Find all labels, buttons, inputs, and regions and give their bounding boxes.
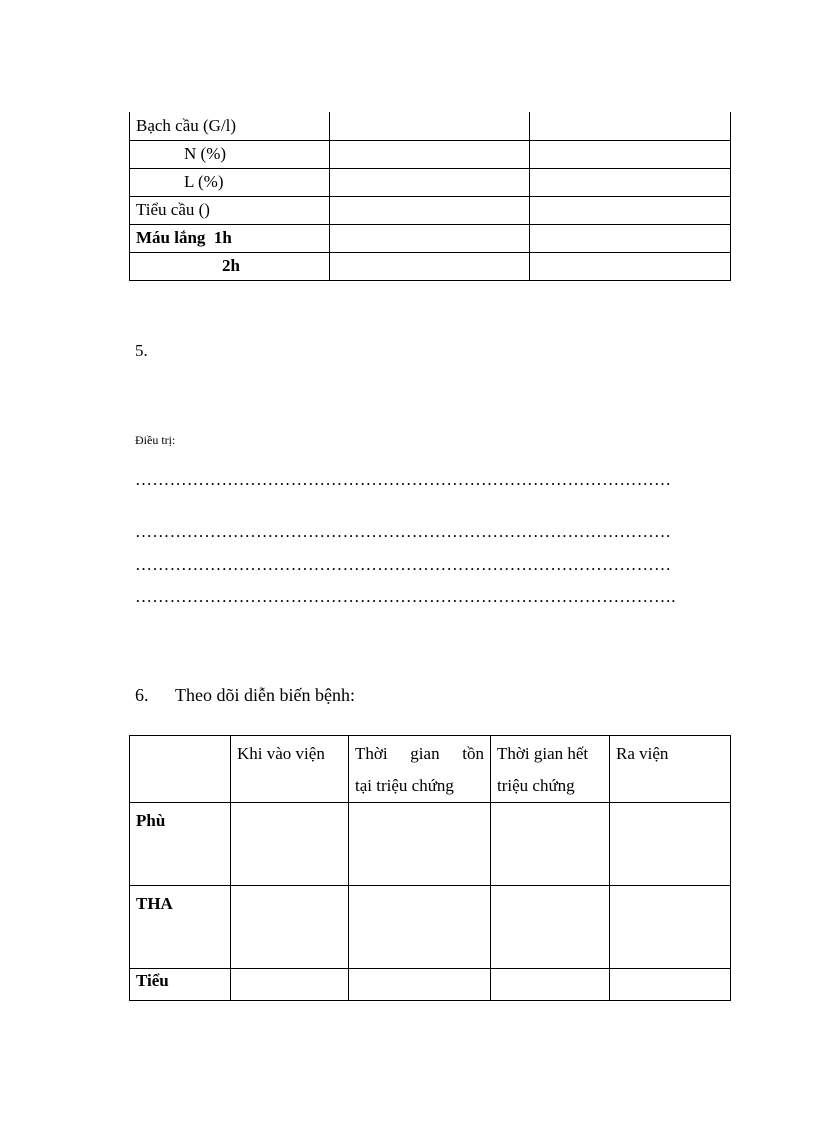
dotted-line[interactable]: ………………………………………………………………………………… — [135, 522, 672, 541]
row-label: 2h — [130, 252, 330, 280]
table-cell[interactable] — [610, 803, 731, 886]
row-label: Phù — [130, 803, 231, 886]
disease-progress-table — [129, 735, 731, 1001]
table-cell[interactable] — [231, 886, 349, 969]
table-cell[interactable] — [530, 196, 731, 224]
section-6-number: 6. — [135, 685, 149, 705]
table-row — [130, 140, 731, 168]
table-cell[interactable] — [530, 252, 731, 280]
dotted-line[interactable]: ………………………………………………………………………………… — [135, 470, 672, 489]
table-row — [130, 886, 731, 969]
header-cell: Khi vào viện — [231, 736, 349, 803]
header-line: tại triệu chứng — [355, 776, 454, 795]
table-cell[interactable] — [349, 886, 491, 969]
header-cell — [130, 736, 231, 803]
table-cell[interactable] — [491, 803, 610, 886]
header-cell — [349, 736, 491, 803]
header-line: triệu chứng — [497, 776, 575, 795]
dotted-line[interactable]: …………………………………………………………………………………. — [135, 587, 676, 606]
table-cell[interactable] — [349, 969, 491, 1001]
row-label: Tiểu — [130, 969, 231, 1001]
section-6-heading — [135, 685, 355, 706]
header-cell — [491, 736, 610, 803]
table-row — [130, 168, 731, 196]
table-cell[interactable] — [330, 140, 530, 168]
treatment-label: Điều trị: — [135, 433, 176, 447]
table-cell[interactable] — [349, 803, 491, 886]
table-cell[interactable] — [491, 969, 610, 1001]
table-cell[interactable] — [330, 224, 530, 252]
row-label: N (%) — [130, 140, 330, 168]
header-line: Thời gian hết — [497, 744, 589, 763]
header-line: Thời gian tồn — [355, 744, 484, 763]
row-label: L (%) — [130, 168, 330, 196]
table-cell[interactable] — [330, 112, 530, 140]
row-label: Máu lắng 1h — [130, 224, 330, 252]
row-label: Bạch cầu (G/l) — [130, 112, 330, 140]
section-5-number: 5. — [135, 341, 148, 360]
table-row — [130, 803, 731, 886]
table-header-row — [130, 736, 731, 803]
table-cell[interactable] — [530, 168, 731, 196]
table-row — [130, 252, 731, 280]
table-cell[interactable] — [330, 196, 530, 224]
table-cell[interactable] — [231, 969, 349, 1001]
table-cell[interactable] — [530, 112, 731, 140]
lab-results-table — [129, 112, 731, 281]
table-cell[interactable] — [530, 224, 731, 252]
table-cell[interactable] — [610, 886, 731, 969]
table-cell[interactable] — [610, 969, 731, 1001]
row-label: Tiểu cầu () — [130, 196, 330, 224]
table-row — [130, 112, 731, 140]
table-cell[interactable] — [231, 803, 349, 886]
row-label: THA — [130, 886, 231, 969]
table-cell[interactable] — [330, 168, 530, 196]
header-cell: Ra viện — [610, 736, 731, 803]
section-6-title: Theo dõi diễn biến bệnh: — [175, 685, 355, 705]
table-cell[interactable] — [491, 886, 610, 969]
table-row — [130, 196, 731, 224]
dotted-line[interactable]: ………………………………………………………………………………… — [135, 555, 672, 574]
table-cell[interactable] — [330, 252, 530, 280]
table-row — [130, 224, 731, 252]
table-row — [130, 969, 731, 1001]
table-cell[interactable] — [530, 140, 731, 168]
